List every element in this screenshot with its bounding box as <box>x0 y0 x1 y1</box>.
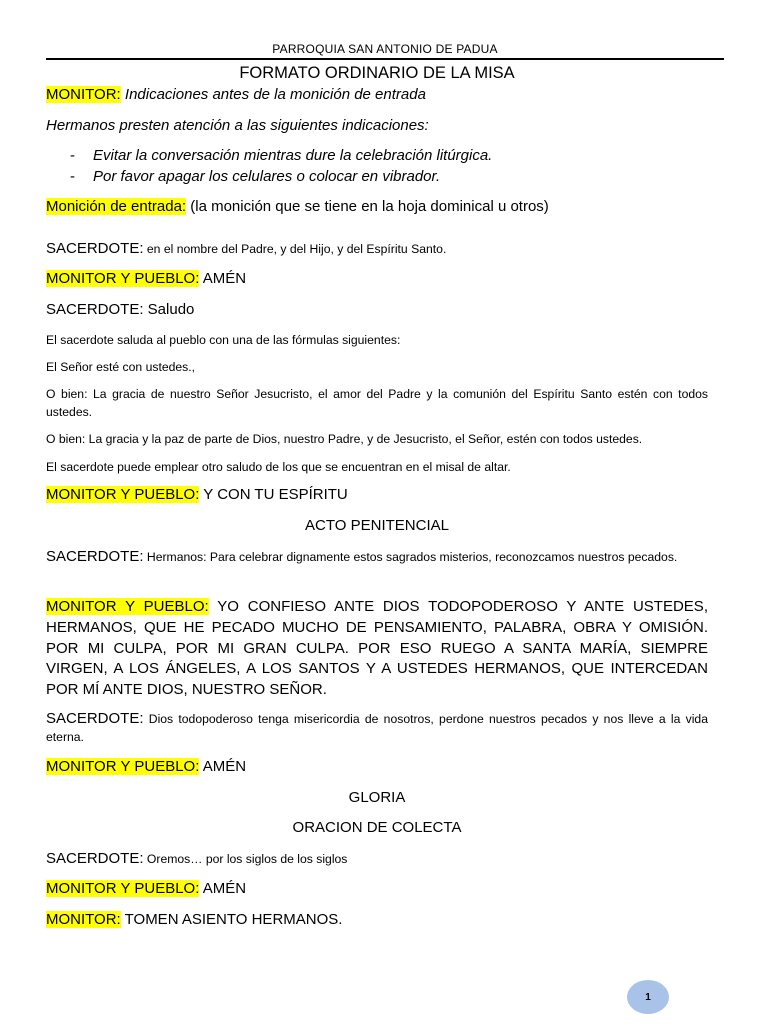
response-text: AMÉN <box>199 880 247 897</box>
sacerdote-text: Dios todopoderoso tenga misericordia de nosotros, perdone nuestros pecados y nos lleve a la vida eterna. <box>46 712 708 744</box>
saludo-note: El sacerdote puede emplear otro saludo de los que se encuentran en el misal de altar. <box>46 460 511 474</box>
sacerdote-label: SACERDOTE: <box>46 548 144 565</box>
response-text: AMÉN <box>199 270 247 287</box>
bullet-item <box>70 147 710 164</box>
monitor-pueblo-label: MONITOR Y PUEBLO: <box>46 486 200 503</box>
monitor-pueblo-label: MONITOR Y PUEBLO: <box>46 880 200 897</box>
sacerdote-text: en el nombre del Padre, y del Hijo, y del Espíritu Santo. <box>143 242 447 256</box>
bullet-item <box>70 168 710 185</box>
page-header: PARROQUIA SAN ANTONIO DE PADUA <box>46 42 724 60</box>
monicion-entrada-line <box>46 198 708 215</box>
response-line <box>46 270 708 287</box>
response-line <box>46 758 708 775</box>
sacerdote-line <box>46 710 708 746</box>
response-line <box>46 880 708 897</box>
monitor-final-text: TOMEN ASIENTO HERMANOS. <box>120 911 343 928</box>
sacerdote-label: SACERDOTE: <box>46 850 144 867</box>
monitor-label: MONITOR: <box>46 911 121 928</box>
section-heading-gloria: GLORIA <box>348 789 406 806</box>
saludo-heading: SACERDOTE: Saludo <box>46 301 195 318</box>
monitor-intro-text: Indicaciones antes de la monición de entrada <box>120 86 426 103</box>
saludo-formula-3: O bien: La gracia y la paz de parte de Dios, nuestro Padre, y de Jesucristo, el Señor, estén con todos ustedes. <box>46 432 643 446</box>
sacerdote-label: SACERDOTE: <box>46 240 144 257</box>
saludo-formula-2: O bien: La gracia de nuestro Señor Jesucristo, el amor del Padre y la comunión del Espíritu Santo estén con todos ustedes. <box>46 387 708 419</box>
sacerdote-text: Hermanos: Para celebrar dignamente estos sagrados misterios, reconozcamos nuestros pecados. <box>143 550 678 564</box>
sacerdote-line <box>46 850 708 868</box>
confiteor-text: YO CONFIESO ANTE DIOS TODOPODEROSO Y ANTE USTEDES, HERMANOS, QUE HE PECADO MUCHO DE PENSAMIENTO, PALABRA, OBRA Y OMISIÓN. POR MI CULPA, POR MI GRAN CULPA. POR ESO RUEGO A SANTA MARÍA, SIEMPRE VIRGEN, A LOS ÁNGELES, A LOS SANTOS Y A USTEDES HERMANOS, QUE INTERCEDAN POR MÍ ANTE DIOS, NUESTRO SEÑOR. <box>46 598 708 699</box>
monitor-pueblo-label: MONITOR Y PUEBLO: <box>46 758 200 775</box>
intro-heading: Hermanos presten atención a las siguientes indicaciones: <box>46 117 429 134</box>
monitor-pueblo-label: MONITOR Y PUEBLO: <box>46 270 200 287</box>
response-line <box>46 486 708 503</box>
page-number-badge <box>627 980 669 1014</box>
sacerdote-text: Oremos… por los siglos de los siglos <box>143 852 348 866</box>
saludo-intro: El sacerdote saluda al pueblo con una de las fórmulas siguientes: <box>46 333 401 347</box>
confiteor-paragraph <box>46 597 708 701</box>
sacerdote-line <box>46 548 708 566</box>
bullet-marker: - <box>70 147 75 164</box>
page-title: FORMATO ORDINARIO DE LA MISA <box>239 64 515 82</box>
section-heading-colecta: ORACION DE COLECTA <box>292 819 462 836</box>
monitor-pueblo-label: MONITOR Y PUEBLO: <box>46 598 209 615</box>
monitor-intro-line <box>46 86 708 103</box>
monicion-entrada-label: Monición de entrada: <box>46 198 187 215</box>
monicion-entrada-text: (la monición que se tiene en la hoja dominical u otros) <box>186 198 549 215</box>
sacerdote-label: SACERDOTE: <box>46 710 144 727</box>
response-text: AMÉN <box>199 758 247 775</box>
monitor-final-line <box>46 911 708 928</box>
response-text: Y CON TU ESPÍRITU <box>199 486 348 503</box>
page-number: 1 <box>645 991 651 1003</box>
sacerdote-line <box>46 240 708 258</box>
section-heading-acto-penitencial: ACTO PENITENCIAL <box>305 517 449 534</box>
bullet-text: Evitar la conversación mientras dure la celebración litúrgica. <box>93 147 493 164</box>
bullet-marker: - <box>70 168 75 185</box>
bullet-text: Por favor apagar los celulares o colocar en vibrador. <box>93 168 441 185</box>
monitor-label: MONITOR: <box>46 86 121 103</box>
saludo-formula-1: El Señor esté con ustedes., <box>46 360 196 374</box>
